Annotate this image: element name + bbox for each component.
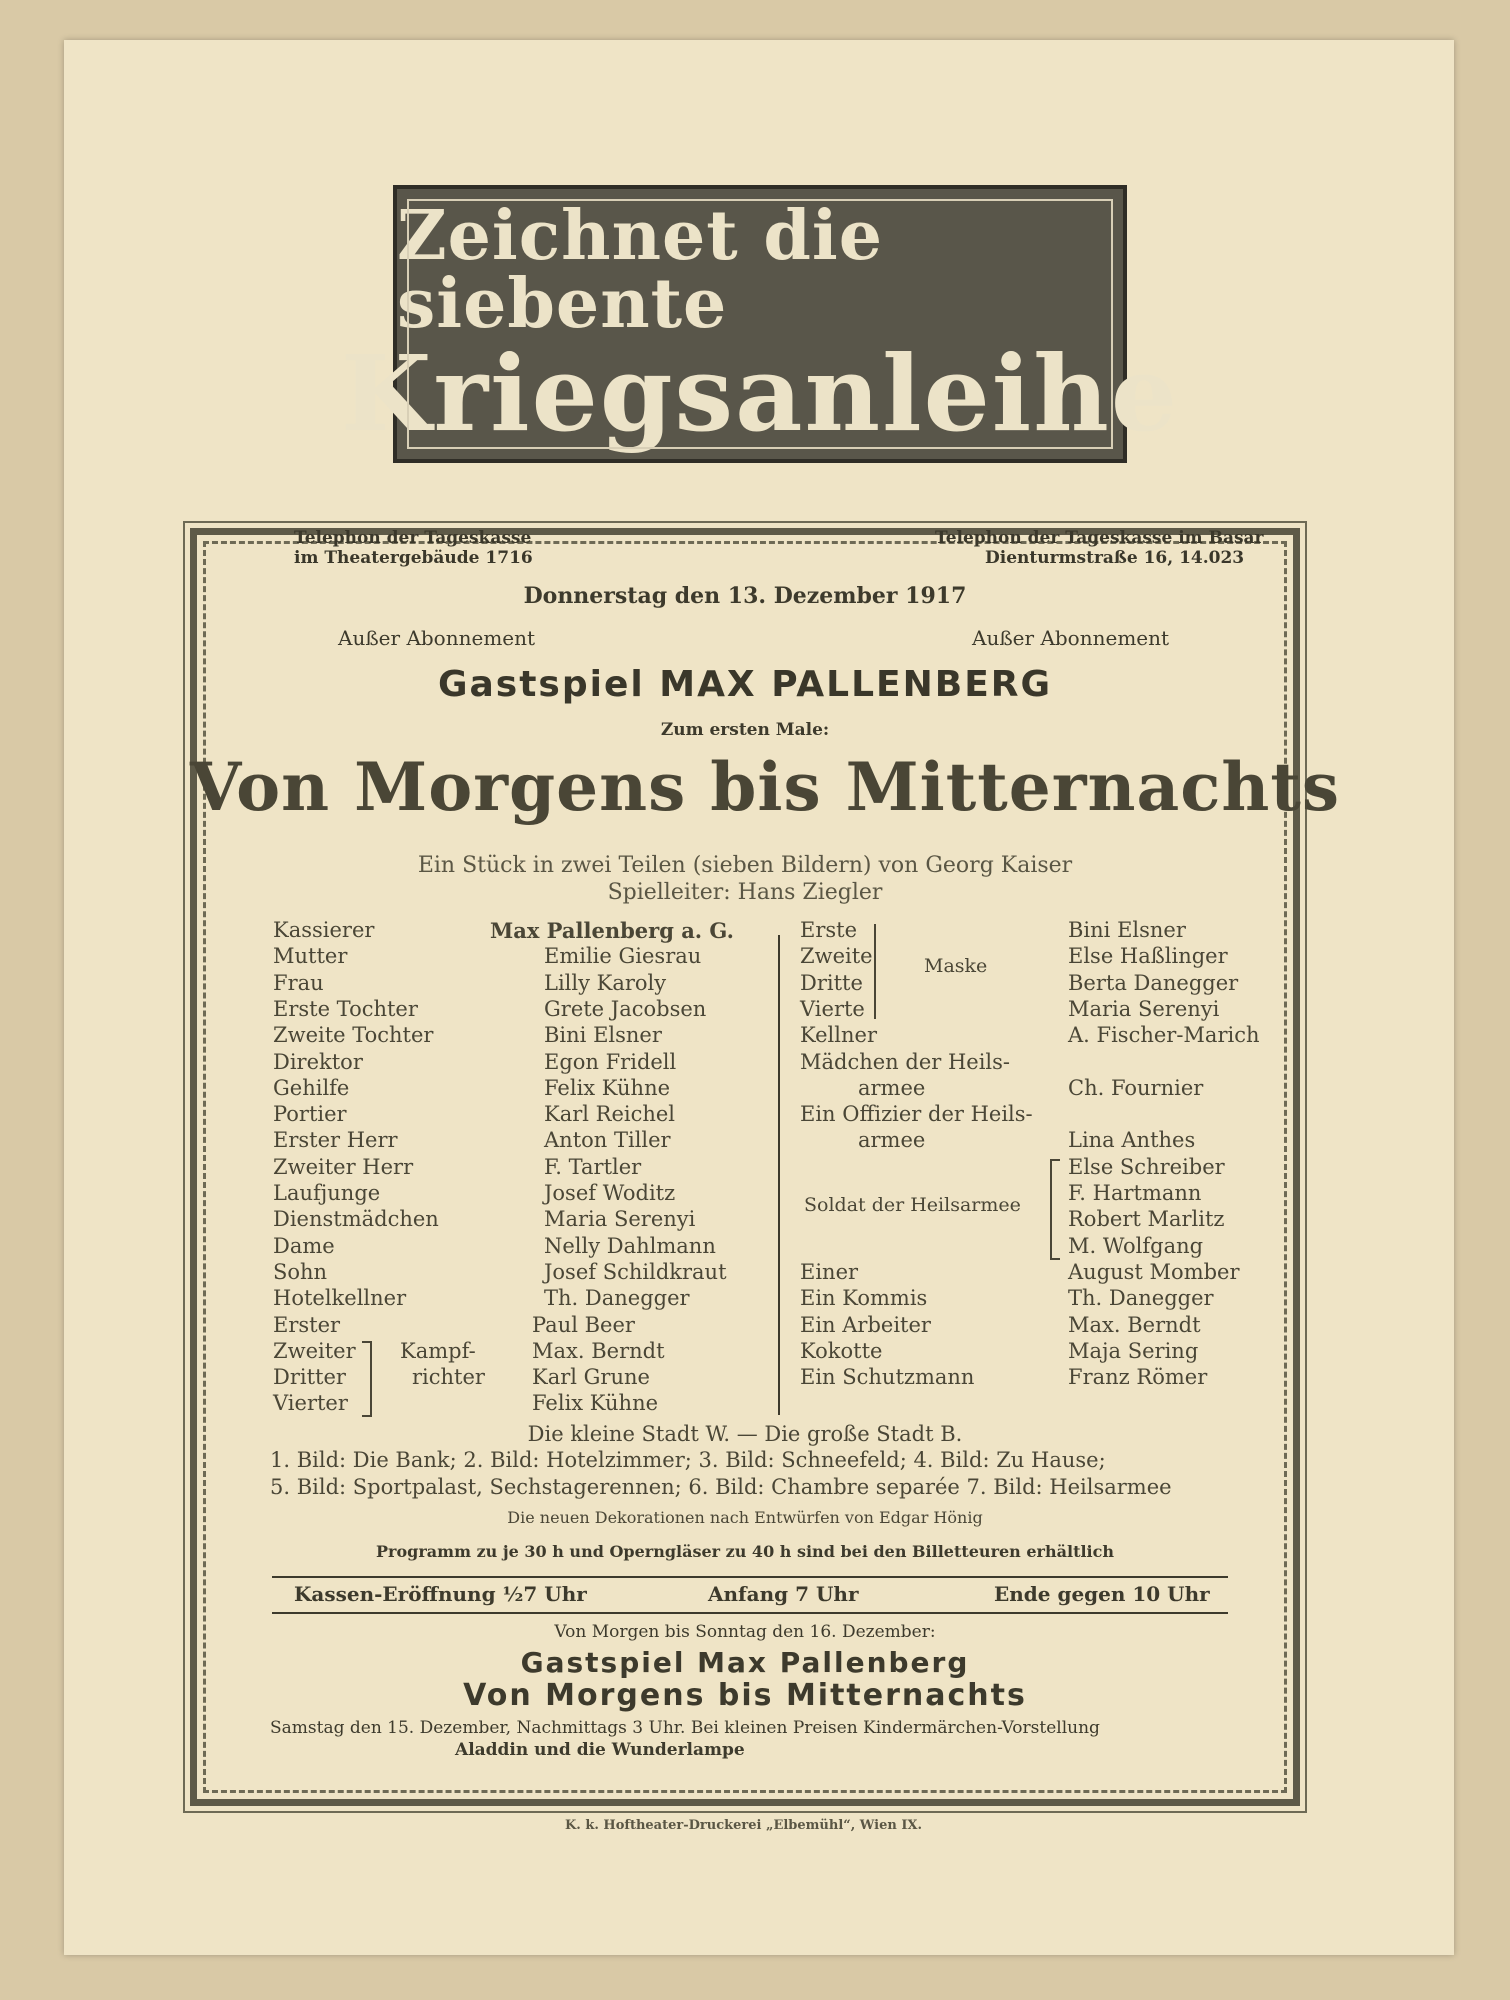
abonnement-right: Außer Abonnement [972, 626, 1170, 650]
maske-actor: Bini Elsner [1068, 918, 1186, 942]
cast-role: Erste Tochter [273, 996, 418, 1021]
cast-role: Sohn [273, 1259, 328, 1284]
cast-role: Kellner [800, 1023, 877, 1048]
column-divider [778, 935, 780, 1415]
cast-actor: August Momber [1068, 1259, 1240, 1284]
cast-role: armee [858, 1075, 926, 1100]
director-line: Spielleiter: Hans Ziegler [607, 880, 883, 905]
cast-actor: Max Pallenberg a. G. [490, 918, 734, 943]
cast-actor: Karl Reichel [544, 1102, 676, 1127]
kampfrichter-actor: Max. Berndt [532, 1338, 665, 1363]
cast-role: Frau [273, 970, 324, 995]
programs-line: Programm zu je 30 h und Operngläser zu 40 h sind bei den Billetteuren erhältlich [376, 1542, 1114, 1561]
phone-right-line1: Telephon der Tageskasse im Basar [935, 528, 1264, 548]
cast-actor: A. Fischer-Marich [1068, 1023, 1260, 1048]
cast-role: Ein Offizier der Heils- [800, 1102, 1033, 1127]
guest-performance-repeat: Gastspiel Max Pallenberg [520, 1646, 970, 1679]
cast-actor: Josef Woditz [544, 1181, 676, 1205]
first-time-label: Zum ersten Male: [660, 720, 830, 740]
play-title-repeat: Von Morgens bis Mitternachts [463, 1678, 1027, 1713]
war-loan-banner [340, 185, 1180, 463]
cast-actor: Maria Serenyi [544, 1207, 696, 1232]
scenes-line-2: 5. Bild: Sportpalast, Sechstagerennen; 6. Bild: Chambre separée 7. Bild: Heilsarmee [270, 1475, 1172, 1499]
banner-line2: Kriegsanleihe [340, 332, 1180, 455]
cast-actor: Th. Danegger [1068, 1286, 1214, 1311]
abonnement-left: Außer Abonnement [338, 626, 536, 650]
maske-role: Dritte [800, 970, 863, 995]
maske-role: Zweite [800, 944, 873, 969]
cast-actor: Lilly Karoly [544, 970, 667, 995]
scenes-line-1: 1. Bild: Die Bank; 2. Bild: Hotelzimmer; 3. Bild: Schneefeld; 4. Bild: Zu Hause; [270, 1448, 1106, 1472]
soldat-actor: M. Wolfgang [1068, 1233, 1204, 1258]
maske-actor: Else Haßlinger [1068, 944, 1228, 969]
cast-role: Hotelkellner [273, 1286, 407, 1311]
kampfrichter-role: Erster [273, 1312, 341, 1337]
cast-actor: Josef Schildkraut [544, 1259, 727, 1284]
cast-actor: Grete Jacobsen [544, 996, 707, 1021]
cast-actor: Maja Sering [1068, 1338, 1199, 1363]
end-time: Ende gegen 10 Uhr [994, 1582, 1210, 1606]
soldat-actor: F. Hartmann [1068, 1181, 1202, 1205]
kampfrichter-label: richter [412, 1365, 485, 1390]
banner-inner-border [407, 199, 1113, 449]
saturday-line: Samstag den 15. Dezember, Nachmittags 3 Uhr. Bei kleinen Preisen Kindermärchen-Vorstellung [270, 1718, 1100, 1738]
cast-role: Mädchen der Heils- [800, 1049, 1011, 1074]
kampfrichter-label: Kampf- [400, 1338, 476, 1363]
maske-bracket [874, 924, 884, 1019]
cast-role: Ein Arbeiter [800, 1312, 931, 1337]
cast-actor: Felix Kühne [544, 1075, 671, 1100]
decorations-line: Die neuen Dekorationen nach Entwürfen von Edgar Hönig [507, 1508, 983, 1527]
kampfrichter-actor: Felix Kühne [532, 1391, 659, 1416]
cast-role: Kassierer [273, 918, 375, 942]
printer-imprint: K. k. Hoftheater-Druckerei „Elbemühl“, Wien IX. [565, 1818, 923, 1833]
play-subtitle: Ein Stück in zwei Teilen (sieben Bildern) von Georg Kaiser [417, 853, 1073, 878]
cast-role: Portier [273, 1102, 347, 1127]
cast-role: Ein Kommis [800, 1286, 928, 1311]
banner-line1: Zeichnet die siebente [397, 196, 884, 344]
cast-role: Ein Schutzmann [800, 1365, 975, 1390]
cast-role: Laufjunge [273, 1181, 381, 1205]
guest-performance: Gastspiel MAX PALLENBERG [437, 664, 1053, 705]
cast-actor: Th. Danegger [544, 1286, 690, 1311]
maske-role: Erste [800, 918, 858, 942]
cast-role: armee [858, 1128, 926, 1153]
kampfrichter-role: Vierter [273, 1391, 348, 1416]
until-sunday-line: Von Morgen bis Sonntag den 16. Dezember: [554, 1622, 936, 1642]
cast-role: Einer [800, 1259, 859, 1284]
kampfrichter-actor: Paul Beer [532, 1312, 635, 1337]
cast-actor: Emilie Giesrau [544, 944, 702, 969]
cast-role: Dame [273, 1233, 335, 1258]
soldat-actor: Else Schreiber [1068, 1154, 1225, 1179]
aladdin-line: Aladdin und die Wunderlampe [455, 1740, 745, 1760]
cast-actor: Nelly Dahlmann [544, 1233, 716, 1258]
cast-role: Gehilfe [273, 1075, 350, 1100]
cast-role: Zweiter Herr [273, 1154, 414, 1179]
kampfrichter-role: Zweiter [273, 1338, 356, 1363]
soldat-actor: Robert Marlitz [1068, 1207, 1225, 1232]
maske-label: Maske [924, 954, 988, 977]
rule-top [272, 1576, 1228, 1578]
box-office-opening: Kassen-Eröffnung ½7 Uhr [294, 1582, 587, 1606]
cast-role: Dienstmädchen [273, 1207, 439, 1232]
cast-actor: Franz Römer [1068, 1365, 1208, 1390]
soldat-bracket [1050, 1159, 1060, 1260]
kampfrichter-actor: Karl Grune [532, 1365, 650, 1390]
kampfrichter-role: Dritter [273, 1365, 346, 1390]
phone-left-line1: Telephon der Tageskasse [294, 528, 532, 548]
performance-date: Donnerstag den 13. Dezember 1917 [523, 583, 967, 609]
maske-actor: Berta Danegger [1068, 970, 1239, 995]
places-line: Die kleine Stadt W. — Die große Stadt B. [527, 1422, 963, 1446]
cast-actor: Lina Anthes [1068, 1128, 1196, 1153]
start-time: Anfang 7 Uhr [708, 1582, 859, 1606]
cast-role: Kokotte [800, 1338, 883, 1363]
cast-role: Erster Herr [273, 1128, 398, 1153]
play-title: Von Morgens bis Mitternachts [190, 748, 1341, 826]
cast-actor: Max. Berndt [1068, 1312, 1201, 1337]
maske-actor: Maria Serenyi [1068, 996, 1220, 1021]
cast-role: Mutter [273, 944, 348, 969]
kampfrichter-bracket [362, 1341, 372, 1418]
cast-actor: Anton Tiller [544, 1128, 671, 1153]
cast-actor: Bini Elsner [544, 1023, 662, 1048]
cast-role: Direktor [273, 1049, 363, 1074]
maske-role: Vierte [800, 996, 865, 1021]
rule-bottom [272, 1612, 1228, 1614]
phone-right-line2: Dienturmstraße 16, 14.023 [985, 548, 1245, 568]
phone-left-line2: im Theatergebäude 1716 [294, 548, 533, 568]
cast-actor: F. Tartler [544, 1154, 642, 1179]
cast-role: Zweite Tochter [273, 1023, 434, 1048]
cast-actor: Egon Fridell [544, 1049, 677, 1074]
cast-actor: Ch. Fournier [1068, 1075, 1204, 1100]
soldat-label: Soldat der Heilsarmee [804, 1194, 1021, 1217]
